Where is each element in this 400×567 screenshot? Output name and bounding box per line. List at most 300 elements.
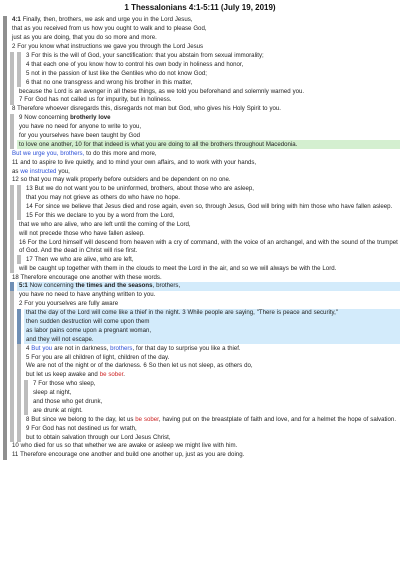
indent-bar <box>3 123 7 132</box>
indent-bars <box>0 380 31 389</box>
indent-bar <box>3 255 7 264</box>
text-segment: as labor pains come upon a pregnant woman, <box>26 326 152 334</box>
indent-bars <box>0 203 24 212</box>
indent-bar <box>10 433 14 442</box>
indent-bars <box>0 229 17 238</box>
indent-bar <box>3 300 7 309</box>
indent-bar <box>3 389 7 398</box>
indent-bar <box>3 78 7 87</box>
verse-line <box>0 407 400 416</box>
verse-line <box>0 114 400 123</box>
text-segment: just as you are doing, that you do so more and more. <box>12 34 157 42</box>
verse-text <box>10 442 400 451</box>
text-segment: 2 For you know what instructions we gave you through the Lord Jesus <box>12 43 204 51</box>
verse-line <box>0 335 400 344</box>
indent-bar <box>10 52 14 61</box>
indent-bar <box>3 229 7 238</box>
indent-bars <box>0 140 17 149</box>
indent-bar <box>3 433 7 442</box>
indent-bar <box>3 25 7 34</box>
indent-bar <box>3 34 7 43</box>
indent-bar <box>17 212 21 221</box>
indent-bar <box>17 69 21 78</box>
text-segment: 12 so that you may walk properly before outsiders and be dependent on no one. <box>12 176 231 184</box>
text-segment: the times and the seasons <box>75 282 153 290</box>
indent-bar <box>3 52 7 61</box>
verse-line <box>0 264 400 273</box>
text-segment: but let us keep awake and <box>26 371 100 379</box>
verse-text <box>17 132 400 141</box>
indent-bar <box>10 335 14 344</box>
indent-bars <box>0 123 17 132</box>
verse-text <box>31 398 400 407</box>
verse-text <box>24 433 400 442</box>
text-segment: 13 But we do not want you to be uninformed, brothers, about those who are asleep, <box>26 185 254 193</box>
indent-bar <box>17 415 21 424</box>
verse-line <box>0 105 400 114</box>
verse-line <box>0 43 400 52</box>
indent-bar <box>10 132 14 141</box>
indent-bar <box>17 52 21 61</box>
indent-bar <box>3 105 7 114</box>
text-segment: 7 For God has not called us for impurity, but in holiness. <box>19 96 172 104</box>
indent-bar <box>3 132 7 141</box>
indent-bar <box>17 255 21 264</box>
indent-bars <box>0 185 24 194</box>
indent-bars <box>0 291 17 300</box>
text-segment: that as you received from us how you ought to walk and to please God, <box>12 25 207 33</box>
indent-bar <box>3 415 7 424</box>
verse-text <box>24 344 400 353</box>
indent-bar <box>3 176 7 185</box>
verse-text <box>24 255 400 264</box>
indent-bars <box>0 255 24 264</box>
indent-bars <box>0 300 17 309</box>
text-segment: 7 For those who sleep, <box>33 380 96 388</box>
indent-bar <box>3 318 7 327</box>
indent-bars <box>0 318 24 327</box>
indent-bar <box>3 451 7 460</box>
verse-text <box>24 203 400 212</box>
verse-line <box>0 398 400 407</box>
indent-bars <box>0 238 17 255</box>
indent-bar <box>10 371 14 380</box>
text-segment: 11 Therefore encourage one another and build one another up, just as you are doing. <box>12 451 245 459</box>
verse-text <box>10 25 400 34</box>
indent-bar <box>24 380 28 389</box>
verse-text <box>24 212 400 221</box>
indent-bar <box>10 203 14 212</box>
indent-bar <box>3 149 7 158</box>
text-segment: be sober <box>99 371 124 379</box>
verse-line <box>0 194 400 203</box>
verse-text <box>24 194 400 203</box>
indent-bar <box>3 203 7 212</box>
verse-line <box>0 203 400 212</box>
verse-line <box>0 371 400 380</box>
verse-text <box>10 34 400 43</box>
verse-line <box>0 326 400 335</box>
verse-text <box>31 389 400 398</box>
indent-bars <box>0 264 17 273</box>
indent-bar <box>17 60 21 69</box>
text-segment: and they will not escape. <box>26 335 94 343</box>
text-segment: 17 Then we who are alive, who are left, <box>26 255 134 263</box>
indent-bar <box>10 398 14 407</box>
indent-bar <box>17 203 21 212</box>
indent-bar <box>10 282 14 291</box>
indent-bar <box>3 87 7 96</box>
indent-bar <box>3 220 7 229</box>
indent-bar <box>10 69 14 78</box>
verse-line <box>0 158 400 167</box>
indent-bars <box>0 326 24 335</box>
indent-bars <box>0 43 10 52</box>
indent-bar <box>3 309 7 318</box>
text-segment: that the day of the Lord will come like a thief in the night. 3 While people are saying, "There is peace and security," <box>26 309 338 317</box>
indent-bar <box>3 335 7 344</box>
indent-bar <box>3 16 7 25</box>
indent-bar <box>17 353 21 362</box>
verse-text <box>10 167 400 176</box>
verse-text <box>24 185 400 194</box>
text-segment: we instructed <box>20 167 57 175</box>
text-segment: 9 Now concerning <box>19 114 71 122</box>
verse-text <box>17 123 400 132</box>
verse-line <box>0 87 400 96</box>
verse-text <box>10 149 400 158</box>
text-segment: that we who are alive, who are left until the coming of the Lord, <box>19 220 191 228</box>
indent-bar <box>17 407 21 416</box>
indent-bars <box>0 194 24 203</box>
indent-bar <box>10 344 14 353</box>
text-segment: are drunk at night. <box>33 406 83 414</box>
text-segment: We are not of the night or of the darkness. 6 So then let us not sleep, as others do, <box>26 362 253 370</box>
verse-text <box>10 16 400 25</box>
text-segment: 9 For God has not destined us for wrath, <box>26 424 137 432</box>
verse-text <box>10 105 400 114</box>
indent-bar <box>17 380 21 389</box>
indent-bar <box>3 96 7 105</box>
indent-bars <box>0 212 24 221</box>
verse-line <box>0 52 400 61</box>
text-segment: that you may not grieve as others do who have no hope. <box>26 194 180 202</box>
text-segment: to do this more and more, <box>84 149 157 157</box>
text-segment: Finally, then, brothers, we ask and urge you in the Lord Jesus, <box>20 16 193 24</box>
verse-line <box>0 300 400 309</box>
text-segment: , having put on the breastplate of faith and love, and for a helmet the hope of salvation. <box>158 415 397 423</box>
indent-bars <box>0 132 17 141</box>
text-segment: and those who get drunk, <box>33 398 103 405</box>
text-segment: 5:1 <box>19 282 28 290</box>
verse-text <box>24 52 400 61</box>
indent-bars <box>0 353 24 362</box>
text-segment: 4 <box>26 344 32 352</box>
verse-line <box>0 132 400 141</box>
indent-bar <box>17 433 21 442</box>
verse-text <box>17 220 400 229</box>
indent-bar <box>3 353 7 362</box>
text-segment: 5 not in the passion of lust like the Gentiles who do not know God; <box>26 69 207 77</box>
indent-bar <box>10 326 14 335</box>
text-segment: be sober <box>135 415 159 423</box>
indent-bar <box>17 194 21 203</box>
text-segment: 4 that each one of you know how to control his own body in holiness and honor, <box>26 60 244 68</box>
text-segment: But we urge you, brothers, <box>12 149 85 157</box>
text-segment: 15 For this we declare to you by a word from the Lord, <box>26 211 175 219</box>
verse-line <box>0 353 400 362</box>
verse-line <box>0 415 400 424</box>
text-segment: 2 For you yourselves are fully aware <box>19 300 119 308</box>
text-segment: 14 For since we believe that Jesus died and rose again, even so, through Jesus, God will bring with him those who have fallen asleep. <box>26 203 393 211</box>
indent-bars <box>0 114 17 123</box>
indent-bars <box>0 442 10 451</box>
indent-bar <box>10 238 14 255</box>
indent-bar <box>10 220 14 229</box>
indent-bar <box>3 167 7 176</box>
indent-bar <box>3 238 7 255</box>
indent-bar <box>3 212 7 221</box>
indent-bar <box>3 273 7 282</box>
verse-line <box>0 318 400 327</box>
verse-line <box>0 389 400 398</box>
indent-bar <box>3 43 7 52</box>
indent-bars <box>0 78 24 87</box>
verse-line <box>0 78 400 87</box>
indent-bars <box>0 220 17 229</box>
verse-text <box>17 238 400 255</box>
verse-line <box>0 433 400 442</box>
indent-bar <box>3 60 7 69</box>
text-segment: are not in darkness, <box>52 344 111 352</box>
indent-bar <box>10 264 14 273</box>
passage-outline <box>0 16 400 460</box>
indent-bar <box>3 344 7 353</box>
verse-text <box>17 140 400 149</box>
indent-bars <box>0 52 24 61</box>
indent-bar <box>10 185 14 194</box>
indent-bars <box>0 282 17 291</box>
text-segment: for you yourselves have been taught by God <box>19 131 140 139</box>
indent-bar <box>17 78 21 87</box>
indent-bar <box>17 398 21 407</box>
indent-bar <box>17 318 21 327</box>
indent-bar <box>10 123 14 132</box>
indent-bars <box>0 167 10 176</box>
indent-bars <box>0 149 10 158</box>
indent-bar <box>24 398 28 407</box>
verse-text <box>17 96 400 105</box>
indent-bars <box>0 398 31 407</box>
verse-text <box>24 415 400 424</box>
verse-text <box>24 60 400 69</box>
indent-bars <box>0 335 24 344</box>
text-segment: But you <box>31 344 53 352</box>
indent-bar <box>17 362 21 371</box>
indent-bar <box>10 194 14 203</box>
verse-line <box>0 16 400 25</box>
indent-bar <box>10 380 14 389</box>
verse-text <box>24 424 400 433</box>
verse-line <box>0 229 400 238</box>
indent-bar <box>17 185 21 194</box>
text-segment: will not precede those who have fallen asleep. <box>19 229 145 237</box>
verse-text <box>10 43 400 52</box>
indent-bar <box>24 389 28 398</box>
verse-text <box>17 229 400 238</box>
indent-bars <box>0 60 24 69</box>
verse-line <box>0 273 400 282</box>
text-segment: because the Lord is an avenger in all these things, as we told you beforehand and solemnly warned you. <box>19 87 305 95</box>
verse-line <box>0 282 400 291</box>
text-segment: Now concerning <box>27 282 76 290</box>
text-segment: sleep at night, <box>33 389 72 397</box>
verse-text <box>10 158 400 167</box>
indent-bar <box>24 407 28 416</box>
indent-bars <box>0 273 10 282</box>
verse-text <box>17 282 400 291</box>
text-segment: 16 For the Lord himself will descend from heaven with a cry of command, with the voice of an archangel, and with the sound of the trumpet of God. And the dead in Christ will rise first. <box>19 238 398 254</box>
indent-bars <box>0 158 10 167</box>
verse-text <box>24 371 400 380</box>
verse-line <box>0 60 400 69</box>
verse-line <box>0 451 400 460</box>
indent-bars <box>0 176 10 185</box>
indent-bar <box>3 158 7 167</box>
verse-text <box>10 176 400 185</box>
indent-bars <box>0 389 31 398</box>
text-segment: 18 Therefore encourage one another with these words. <box>12 273 162 281</box>
verse-line <box>0 212 400 221</box>
verse-line <box>0 309 400 318</box>
verse-line <box>0 185 400 194</box>
indent-bar <box>17 389 21 398</box>
indent-bars <box>0 69 24 78</box>
text-segment: to love one another, 10 for that indeed is what you are doing to all the brothers throughout Macedonia. <box>19 140 298 148</box>
indent-bar <box>3 194 7 203</box>
verse-line <box>0 424 400 433</box>
verse-text <box>24 335 400 344</box>
verse-text <box>17 264 400 273</box>
indent-bar <box>17 335 21 344</box>
indent-bar <box>3 264 7 273</box>
indent-bar <box>10 309 14 318</box>
indent-bar <box>10 353 14 362</box>
page-title: 1 Thessalonians 4:1-5:11 (July 19, 2019) <box>124 3 276 12</box>
indent-bar <box>10 300 14 309</box>
indent-bar <box>10 96 14 105</box>
text-segment: will be caught up together with them in the clouds to meet the Lord in the air, and so we will always be with the Lord. <box>19 264 337 272</box>
verse-line <box>0 255 400 264</box>
verse-line <box>0 96 400 105</box>
verse-text <box>24 78 400 87</box>
verse-line <box>0 344 400 353</box>
indent-bar <box>10 87 14 96</box>
verse-line <box>0 140 400 149</box>
verse-line <box>0 167 400 176</box>
verse-line <box>0 442 400 451</box>
text-segment: brotherly love <box>70 114 111 122</box>
indent-bars <box>0 415 24 424</box>
verse-text <box>24 69 400 78</box>
text-segment: but to obtain salvation through our Lord Jesus Christ, <box>26 433 171 441</box>
verse-text <box>24 309 400 318</box>
indent-bar <box>10 415 14 424</box>
indent-bar <box>10 291 14 300</box>
indent-bar <box>3 407 7 416</box>
text-segment: 4:1 <box>12 16 21 24</box>
verse-text <box>31 407 400 416</box>
indent-bar <box>3 114 7 123</box>
verse-text <box>17 300 400 309</box>
indent-bar <box>3 371 7 380</box>
verse-line <box>0 149 400 158</box>
indent-bar <box>3 398 7 407</box>
indent-bar <box>3 185 7 194</box>
verse-text <box>24 326 400 335</box>
text-segment: you have no need for anyone to write to you, <box>19 123 142 131</box>
verse-line <box>0 34 400 43</box>
indent-bars <box>0 424 24 433</box>
indent-bar <box>10 114 14 123</box>
indent-bar <box>10 255 14 264</box>
indent-bar <box>3 326 7 335</box>
indent-bars <box>0 96 17 105</box>
indent-bars <box>0 16 10 25</box>
indent-bar <box>3 362 7 371</box>
indent-bars <box>0 87 17 96</box>
indent-bar <box>10 60 14 69</box>
indent-bar <box>10 424 14 433</box>
indent-bar <box>3 140 7 149</box>
verse-text <box>24 353 400 362</box>
verse-text <box>31 380 400 389</box>
indent-bar <box>17 326 21 335</box>
text-segment: 3 For this is the will of God, your sanctification: that you abstain from sexual immorality; <box>26 51 264 59</box>
indent-bar <box>3 282 7 291</box>
text-segment: 11 and to aspire to live quietly, and to mind your own affairs, and to work with your hands, <box>12 158 257 166</box>
verse-line <box>0 238 400 255</box>
text-segment: 5 For you are all children of light, children of the day. <box>26 353 170 361</box>
text-segment: you have no need to have anything written to you. <box>19 291 156 299</box>
verse-text <box>10 451 400 460</box>
indent-bar <box>10 212 14 221</box>
indent-bars <box>0 34 10 43</box>
verse-line <box>0 291 400 300</box>
indent-bar <box>3 380 7 389</box>
indent-bar <box>3 69 7 78</box>
verse-line <box>0 220 400 229</box>
verse-text <box>24 318 400 327</box>
indent-bar <box>3 424 7 433</box>
indent-bar <box>17 309 21 318</box>
indent-bars <box>0 344 24 353</box>
indent-bar <box>10 407 14 416</box>
indent-bars <box>0 309 24 318</box>
verse-line <box>0 380 400 389</box>
indent-bars <box>0 25 10 34</box>
indent-bar <box>10 78 14 87</box>
text-segment: 8 Therefore whoever disregards this, disregards not man but God, who gives his Holy Spirit to you. <box>12 105 281 113</box>
text-segment: you, <box>56 167 70 175</box>
indent-bar <box>17 371 21 380</box>
indent-bar <box>10 229 14 238</box>
text-segment: then sudden destruction will come upon them <box>26 317 150 325</box>
indent-bars <box>0 362 24 371</box>
text-segment: 6 that no one transgress and wrong his brother in this matter, <box>26 78 193 86</box>
text-segment: 8 But since we belong to the day, let us <box>26 415 136 423</box>
verse-text <box>17 291 400 300</box>
